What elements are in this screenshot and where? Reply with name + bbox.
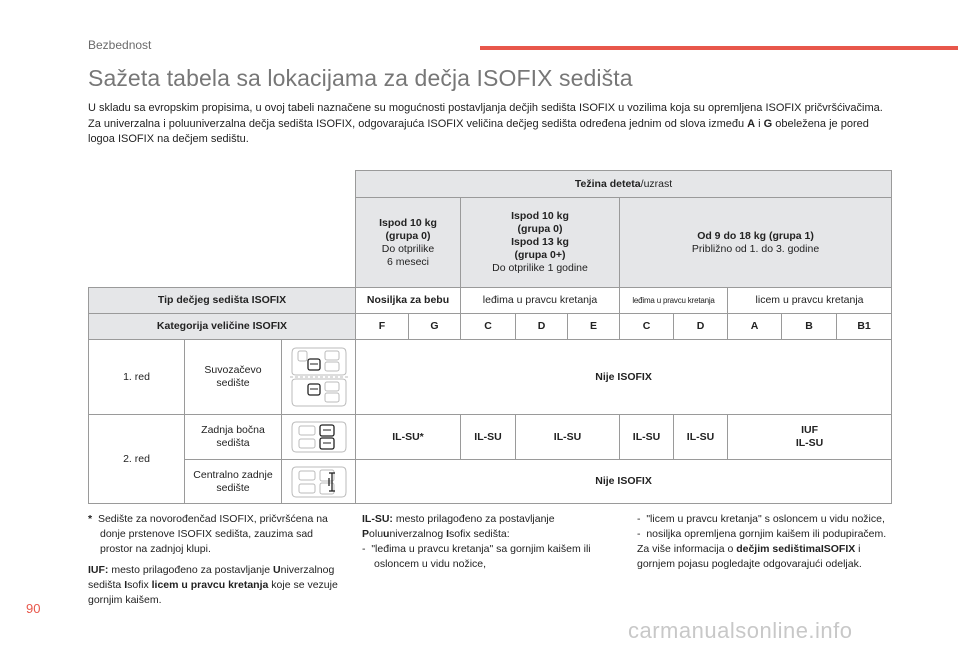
ilsu-list-item: - nosiljka opremljena gornjim kaišem ili podupiračem.: [637, 528, 887, 540]
isofix-table: [88, 170, 892, 504]
weight-header: Težina deteta/uzrast: [356, 171, 892, 198]
more-info-note: Za više informacija o dečjim sedištimaISOFIX i gornjem pojasu pogledajte odgovarajući odeljak.: [637, 543, 862, 570]
star-note: * Sedište za novorođenčad ISOFIX, pričvršćena na donje prstenove ISOFIX sedišta, zauzima sad prostor na zadnjoj klupi.: [88, 513, 328, 555]
row-1-label: 1. red: [89, 340, 185, 415]
size-cell: B: [782, 314, 837, 340]
size-cell: F: [356, 314, 409, 340]
row-2-label: 2. red: [89, 415, 185, 504]
group-0-header: Ispod 10 kg (grupa 0) Do otprilike 6 meseci: [356, 198, 461, 288]
type-forward-facing: licem u pravcu kretanja: [728, 288, 892, 314]
row-1-position: Suvozačevo sedište: [185, 340, 282, 415]
row-2-center-position: Centralno zadnje sedište: [185, 460, 282, 504]
group-0plus-header: Ispod 10 kg (grupa 0) Ispod 13 kg (grupa 0+) Do otprilike 1 godine: [461, 198, 620, 288]
side-value-size-d: IL-SU: [674, 415, 728, 460]
size-cell: E: [568, 314, 620, 340]
side-value-rear-cd: IL-SU: [516, 415, 620, 460]
type-rear-facing-0plus: leđima u pravcu kretanja: [461, 288, 620, 314]
notes-column-1: [88, 512, 348, 608]
isofix-size-label: Kategorija veličine ISOFIX: [89, 314, 356, 340]
side-value-size-c: IL-SU: [620, 415, 674, 460]
row-1-value: Nije ISOFIX: [356, 340, 892, 415]
type-carrycot: Nosiljka za bebu: [356, 288, 461, 314]
intro-paragraph-1: U skladu sa evropskim propisima, u ovoj tabeli naznačene su mogućnosti postavljanja dečjih sedišta ISOFIX u vozilima koja su opremljena ISOFIX pričvršćivačima.: [88, 102, 883, 114]
iuf-note: IUF: mesto prilagođeno za postavljanje Univerzalnog sedišta Isofix licem u pravcu kretanja koje se vezuje gornjim kaišem.: [88, 564, 338, 606]
isofix-type-label: Tip dečjeg sedišta ISOFIX: [89, 288, 356, 314]
page-title: Sažeta tabela sa lokacijama za dečja ISOFIX sedišta: [88, 65, 633, 91]
row-2-side-position: Zadnja bočna sedišta: [185, 415, 282, 460]
side-value-size-e: IL-SU: [461, 415, 516, 460]
size-cell: D: [674, 314, 728, 340]
side-value-forward: IUF IL-SU: [728, 415, 892, 460]
size-cell: C: [620, 314, 674, 340]
side-value-carrycot: IL-SU*: [356, 415, 461, 460]
section-label: Bezbednost: [88, 38, 152, 52]
watermark: carmanualsonline.info: [628, 618, 853, 643]
ilsu-list-item: - "licem u pravcu kretanja" s osloncem u vidu nožice,: [637, 513, 885, 525]
notes-column-3: [637, 512, 895, 572]
group-1-header: Od 9 do 18 kg (grupa 1) Približno od 1. do 3. godine: [620, 198, 892, 288]
rear-center-seat-diagram-icon: [282, 460, 356, 504]
size-cell: D: [516, 314, 568, 340]
section-accent-bar: [480, 46, 958, 50]
size-cell: G: [409, 314, 461, 340]
ilsu-list-item: - "leđima u pravcu kretanja" sa gornjim kaišem ili osloncem u vidu nožice,: [362, 543, 591, 570]
type-rear-facing-1: leđima u pravcu kretanja: [620, 288, 728, 314]
intro-paragraph-2: Za univerzalna i poluuniverzalna dečja sedišta ISOFIX, odgovarajuća ISOFIX veličina dečjeg sedišta određena jednim od slova između A i G obeležena je pored logoa ISOFIX na dečjem sedištu.: [88, 117, 869, 145]
notes-column-2: [362, 512, 617, 572]
rear-side-seat-diagram-icon: [282, 415, 356, 460]
size-cell: C: [461, 314, 516, 340]
front-seat-diagram-icon: [282, 340, 356, 415]
size-cell: B1: [837, 314, 892, 340]
page-number: 90: [26, 601, 41, 616]
ilsu-note: IL-SU: mesto prilagođeno za postavljanje Poluuniverzalnog Isofix sedišta:: [362, 513, 555, 540]
intro-text: [88, 101, 888, 148]
row-2-center-value: Nije ISOFIX: [356, 460, 892, 504]
size-cell: A: [728, 314, 782, 340]
